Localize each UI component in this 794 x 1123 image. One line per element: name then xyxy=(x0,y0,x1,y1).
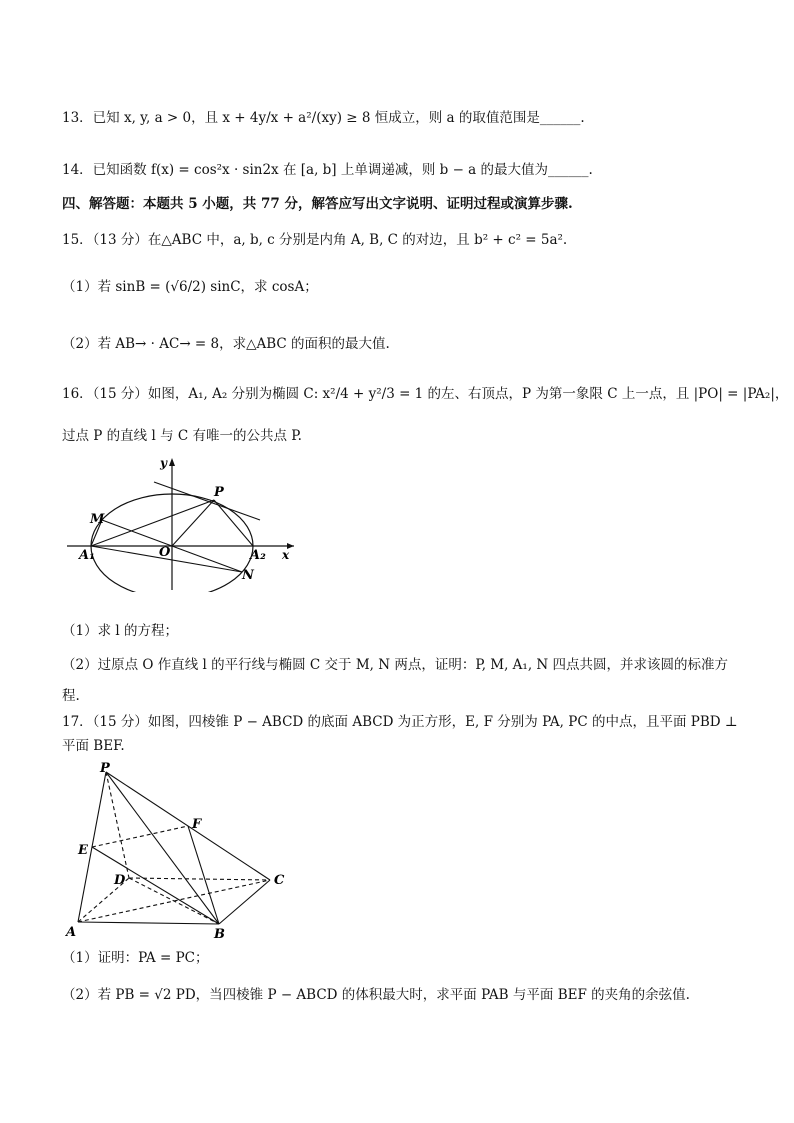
question-16-stem-line1: 16．（15 分）如图，A₁, A₂ 分别为椭圆 C: x²/4 + y²/3 = 1 的左、右顶点，P 为第一象限 C 上一点，且 |PO| = |PA₂|， xyxy=(62,386,789,402)
question-17-part1: （1）证明：PA = PC； xyxy=(62,950,209,966)
question-17-stem-line1: 17．（15 分）如图，四棱锥 P − ABCD 的底面 ABCD 为正方形，E, F 分别为 PA, PC 的中点，且平面 PBD ⊥ xyxy=(62,714,738,730)
figure-label-n: N xyxy=(242,568,254,583)
question-14: 14．已知函数 f(x) = cos²x · sin2x 在 [a, b] 上单调递减，则 b − a 的最大值为______. xyxy=(62,162,593,178)
question-17-part2: （2）若 PB = √2 PD，当四棱锥 P − ABCD 的体积最大时，求平面 PAB 与平面 BEF 的夹角的余弦值. xyxy=(62,987,690,1003)
question-16-part1: （1）求 l 的方程； xyxy=(62,623,178,639)
question-16-part2-line1: （2）过原点 O 作直线 l 的平行线与椭圆 C 交于 M, N 两点，证明：P, M, A₁, N 四点共圆，并求该圆的标准方 xyxy=(62,657,729,673)
figure-label-c: C xyxy=(274,873,285,888)
ellipse-figure xyxy=(62,452,302,592)
section-heading: 四、解答题：本题共 5 小题，共 77 分，解答应写出文字说明、证明过程或演算步骤. xyxy=(62,196,573,212)
figure-label-a1: A₁ xyxy=(79,548,95,563)
figure-label-b: B xyxy=(214,927,225,942)
figure-label-d: D xyxy=(114,873,126,888)
figure-label-f: F xyxy=(192,817,202,832)
question-15-stem: 15．（13 分）在△ABC 中，a, b, c 分别是内角 A, B, C 的对边，且 b² + c² = 5a². xyxy=(62,232,568,248)
question-13: 13．已知 x, y, a > 0，且 x + 4y/x + a²/(xy) ≥ 8 恒成立，则 a 的取值范围是______. xyxy=(62,110,585,126)
question-15-part2: （2）若 AB→ · AC→ = 8，求△ABC 的面积的最大值. xyxy=(62,336,390,352)
figure-label-p: P xyxy=(100,762,110,776)
question-17-stem-line2: 平面 BEF. xyxy=(62,738,125,754)
figure-label-o: O xyxy=(159,545,171,560)
pyramid-figure xyxy=(62,762,302,942)
figure-label-e: E xyxy=(78,843,88,858)
figure-label-m: M xyxy=(90,512,105,527)
figure-label-y: y xyxy=(160,456,167,470)
question-16-part2-line2: 程. xyxy=(62,688,80,704)
figure-label-a2: A₂ xyxy=(250,548,266,563)
figure-label-p: P xyxy=(214,485,224,500)
question-16-stem-line2: 过点 P 的直线 l 与 C 有唯一的公共点 P. xyxy=(62,428,302,444)
figure-label-a: A xyxy=(66,925,77,940)
figure-label-x: x xyxy=(282,548,290,562)
question-15-part1: （1）若 sinB = (√6/2) sinC，求 cosA； xyxy=(62,279,318,295)
